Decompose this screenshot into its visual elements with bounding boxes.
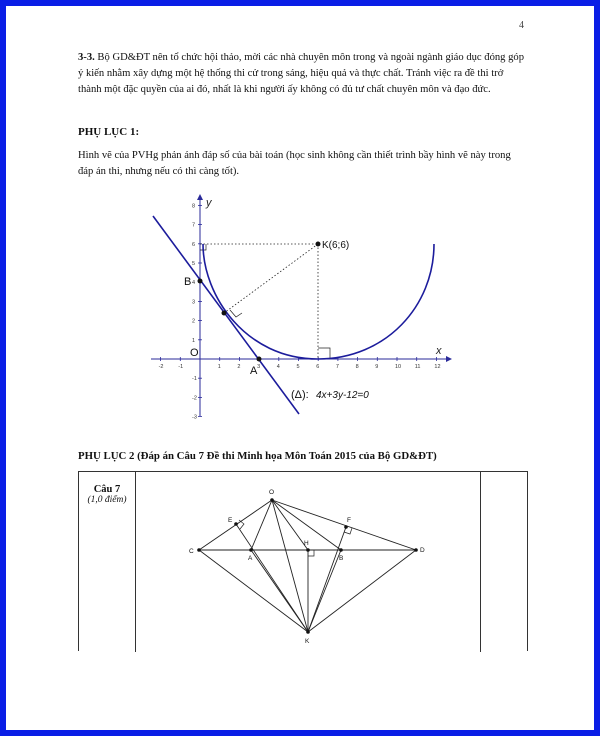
segment-ok bbox=[272, 500, 308, 632]
y-tick-label: 5 bbox=[192, 261, 196, 267]
right-angle-mark-tangent bbox=[230, 310, 242, 317]
x-axis-label: x bbox=[436, 345, 442, 357]
segment-ck bbox=[199, 550, 308, 632]
question-label: Câu 7 bbox=[93, 484, 121, 495]
point-e bbox=[234, 522, 238, 526]
point-d bbox=[414, 548, 418, 552]
x-tick-label: 10 bbox=[395, 364, 402, 370]
x-tick-label: 12 bbox=[434, 364, 441, 370]
dotted-radius-to-tangent bbox=[224, 244, 318, 313]
y-tick-label: 4 bbox=[192, 280, 196, 287]
label-e2: E bbox=[228, 517, 233, 524]
y-tick-label: -1 bbox=[192, 376, 197, 383]
document-page bbox=[6, 6, 594, 730]
section-text: Bộ GD&ĐT nên tổ chức hội thảo, mời các nhà chuyên môn trong và ngoài ngành giáo dục đóng góp ý kiến nhằm xây dựng một hệ thống thi cử trong sáng, hiệu quả và thực chất. Tránh việc ra đề thi trở thành một đặc quyền của ai đó, nhất là khi người ấy không có đủ tư chất chuyên môn và đạo đức. bbox=[78, 52, 524, 95]
appendix-2-heading: PHỤ LỤC 2 (Đáp án Câu 7 Đề thi Minh họa Môn Toán 2015 của Bộ GD&ĐT) bbox=[78, 450, 437, 462]
section-label: 3-3. bbox=[78, 52, 95, 63]
right-angle-mark-bottom bbox=[318, 348, 330, 359]
point-a bbox=[257, 357, 262, 362]
x-tick-label: 9 bbox=[375, 364, 379, 370]
y-axis-arrow bbox=[197, 194, 203, 200]
y-tick-label: 1 bbox=[192, 337, 196, 344]
x-tick-label: 6 bbox=[316, 364, 320, 370]
question-cell bbox=[79, 472, 136, 652]
y-tick-label: -3 bbox=[192, 414, 197, 421]
point-k bbox=[316, 242, 321, 247]
line-label: (Δ): bbox=[291, 389, 309, 401]
label-f2: F bbox=[347, 517, 351, 524]
y-axis-label: y bbox=[206, 197, 212, 209]
circle-arc bbox=[203, 244, 434, 359]
x-tick-label: 8 bbox=[355, 364, 359, 370]
label-k: K(6;6) bbox=[322, 240, 350, 251]
x-tick-label: 5 bbox=[296, 364, 300, 370]
appendix-1-heading: PHỤ LỤC 1: bbox=[78, 126, 140, 138]
point-b2 bbox=[339, 548, 343, 552]
y-tick-label: 6 bbox=[192, 241, 196, 248]
point-f bbox=[344, 525, 348, 529]
x-tick-label: 2 bbox=[237, 364, 241, 370]
label-b: B bbox=[184, 276, 192, 288]
point-a2 bbox=[249, 548, 253, 552]
y-tick-label: 7 bbox=[192, 222, 196, 229]
label-b2: B bbox=[339, 555, 344, 562]
y-tick-label: -2 bbox=[192, 395, 197, 402]
point-tangent bbox=[222, 311, 227, 316]
y-tick-label: 3 bbox=[192, 299, 196, 306]
y-tick-label: 2 bbox=[192, 318, 196, 325]
label-h2: H bbox=[304, 540, 309, 547]
label-c2: C bbox=[189, 548, 194, 555]
point-c bbox=[197, 548, 201, 552]
answer-table bbox=[78, 471, 528, 651]
segment-od bbox=[272, 500, 416, 550]
point-b bbox=[198, 279, 203, 284]
graph-1 bbox=[6, 186, 594, 446]
line-equation: 4x+3y-12=0 bbox=[316, 390, 369, 401]
page-number: 4 bbox=[519, 20, 524, 31]
segment-fk bbox=[308, 527, 346, 632]
point-k2 bbox=[306, 630, 310, 634]
label-d2: D bbox=[420, 547, 425, 554]
label-a2: A bbox=[248, 555, 253, 562]
label-k2: K bbox=[305, 638, 310, 645]
x-tick-label: 1 bbox=[217, 364, 221, 370]
section-3-3-paragraph bbox=[78, 50, 528, 98]
label-o2: O bbox=[269, 489, 275, 496]
x-tick-label: 11 bbox=[414, 364, 421, 370]
segment-oh bbox=[272, 500, 308, 550]
x-tick-label: -2 bbox=[158, 364, 164, 370]
x-tick-label: -1 bbox=[178, 364, 184, 370]
x-tick-label: 7 bbox=[335, 364, 339, 370]
geometry-diagram bbox=[136, 472, 536, 647]
question-points: (1,0 điểm) bbox=[87, 495, 127, 505]
x-tick-label: 4 bbox=[276, 364, 280, 370]
label-a: A bbox=[250, 365, 258, 377]
x-axis-arrow bbox=[446, 356, 452, 362]
appendix-1-caption: Hình vẽ của PVHg phản ánh đáp số của bài toán (học sinh không cần thiết trình bầy hình vẽ này trong đáp án thi, nhưng nếu có thì càng tốt). bbox=[78, 150, 511, 177]
point-h bbox=[306, 548, 310, 552]
x-tick-label: 3 bbox=[257, 364, 261, 370]
point-o bbox=[270, 498, 274, 502]
label-o: O bbox=[190, 347, 199, 359]
tangent-line-delta bbox=[153, 216, 299, 414]
y-tick-label: 8 bbox=[192, 203, 196, 210]
segment-ek bbox=[236, 524, 308, 632]
